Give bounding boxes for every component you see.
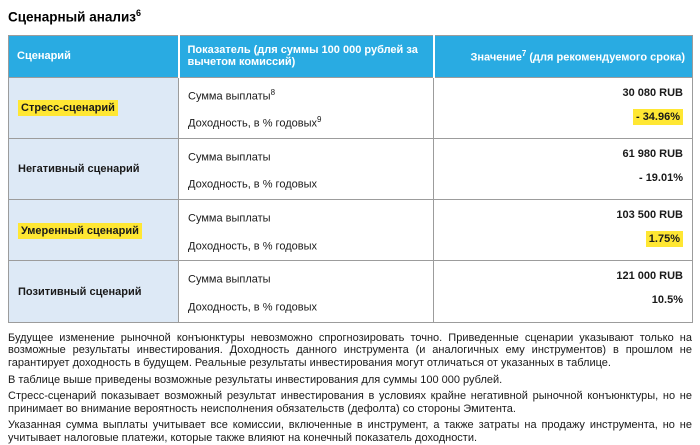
note-paragraph-2: В таблице выше приведены возможные результаты инвестирования для суммы 100 000 рублей.: [8, 373, 503, 386]
metric-label-yield: Доходность, в % годовых: [188, 240, 317, 253]
yield-value: 1.75%: [646, 231, 683, 247]
scenario-name: Негативный сценарий: [18, 163, 140, 176]
yield-footnote-ref: 9: [316, 115, 322, 125]
title-footnote-ref: 6: [135, 8, 141, 18]
value-footnote-ref: 7: [521, 48, 527, 58]
note-paragraph-3: Стресс-сценарий показывает возможный результат инвестирования в условиях крайне негативной рыночной конъюнктуры, но не принимает во внимание вероятность неисполнения обязательств (дефолта) со стороны Эмитента.: [8, 390, 692, 415]
metrics-cell: [179, 261, 434, 322]
scenario-cell: [9, 200, 179, 261]
metric-label-yield: Доходность, в % годовых: [188, 179, 317, 192]
values-cell: [434, 200, 693, 261]
yield-value: 10.5%: [651, 294, 683, 307]
table-row-stress: [9, 77, 693, 138]
yield-value: - 34.96%: [633, 109, 683, 125]
column-header-value: [434, 35, 693, 77]
payout-value: 61 980 RUB: [622, 147, 683, 160]
metric-label-payout: Сумма выплаты: [188, 212, 271, 225]
scenario-name: Умеренный сценарий: [18, 223, 142, 239]
column-header-indicator: [179, 35, 434, 77]
yield-value: - 19.01%: [638, 171, 683, 184]
table-row-negative: [9, 138, 693, 199]
notes-section: [8, 332, 692, 445]
page-title-text: Сценарный анализ: [8, 9, 136, 25]
metric-label-payout: Сумма выплаты: [188, 274, 271, 287]
scenario-cell: [9, 138, 179, 199]
note-paragraph-1: Будущее изменение рыночной конъюнктуры невозможно спрогнозировать точно. Приведенные сценарии указывают только на возможные результаты инвестирования. Доходность данного инструмента (и аналогичных ему инструментов) в прошлом не гарантирует доходность в будущем. Реальные результаты инвестирования могут отличаться от указанных в таблице.: [8, 331, 692, 369]
payout-footnote-ref: 8: [270, 87, 276, 97]
values-cell: [434, 77, 693, 138]
column-header-value-suffix: (для рекомендуемого срока): [526, 51, 685, 64]
column-header-indicator-label: Показатель (для суммы 100 000 рублей за вычетом комиссий): [187, 44, 418, 68]
column-header-value-label: Значение: [470, 51, 522, 64]
scenario-cell: [9, 261, 179, 322]
values-cell: [434, 138, 693, 199]
column-header-scenario-label: Сценарий: [17, 50, 71, 62]
table-header-row: [9, 35, 693, 77]
scenario-analysis-table: [8, 35, 693, 323]
table-row-moderate: [9, 200, 693, 261]
table-row-positive: [9, 261, 693, 322]
metric-label-payout: Сумма выплаты$^8$: [188, 87, 276, 103]
metric-label-yield: Доходность, в % годовых: [188, 301, 317, 314]
metric-label-payout: Сумма выплаты: [188, 151, 271, 164]
column-header-scenario: [9, 35, 179, 77]
metrics-cell: [179, 77, 434, 138]
metrics-cell: [179, 138, 434, 199]
payout-value: 103 500 RUB: [616, 209, 683, 222]
page-title: [8, 8, 692, 25]
values-cell: [434, 261, 693, 322]
metric-label-yield: Доходность, в % годовых$^9$: [188, 115, 322, 130]
payout-value: 121 000 RUB: [616, 270, 683, 283]
scenario-cell: [9, 77, 179, 138]
scenario-name: Стресс-сценарий: [18, 100, 118, 116]
metrics-cell: [179, 200, 434, 261]
note-paragraph-4: Указанная сумма выплаты учитывает все комиссии, включенные в инструмент, а также затраты на продажу инструмента, но не учитывает налоговые платежи, которые также влияют на конечный показатель доходности.: [8, 419, 692, 444]
scenario-name: Позитивный сценарий: [18, 286, 142, 299]
payout-value: 30 080 RUB: [622, 86, 683, 99]
